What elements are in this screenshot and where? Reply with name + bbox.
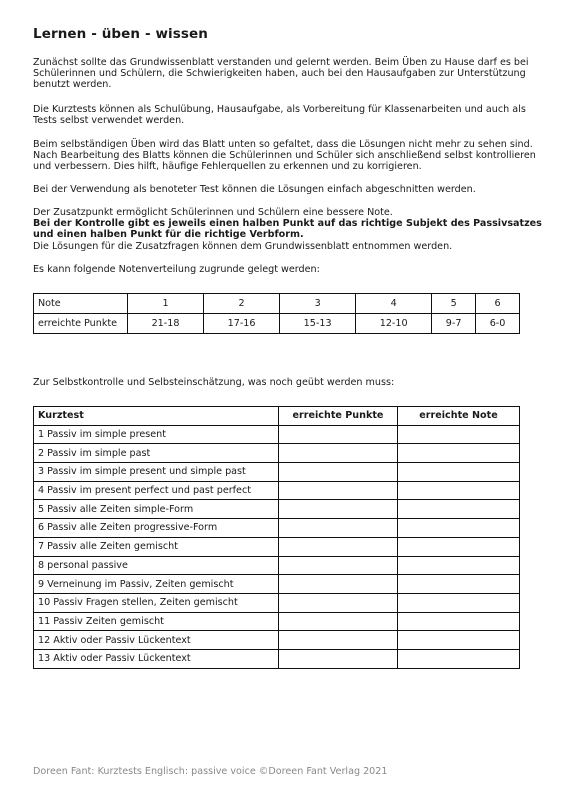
kurztest-name: 7 Passiv alle Zeiten gemischt [34,537,279,556]
grade-row [34,294,520,314]
kurztest-name: 6 Passiv alle Zeiten progressive-Form [34,519,279,538]
grade-entry-cell [398,556,520,575]
points-entry-cell [279,481,398,500]
table-row [34,593,520,612]
points-entry-cell [279,444,398,463]
points-entry-cell [279,500,398,519]
points-entry-cell [279,649,398,668]
bonus-point-text: Der Zusatzpunkt ermöglicht Schülerinnen und Schülern eine bessere Note. [33,207,393,218]
kurztest-name: 12 Aktiv oder Passiv Lückentext [34,631,279,650]
footer-copyright: Doreen Fant: Kurztests Englisch: passive voice ©Doreen Fant Verlag 2021 [33,766,388,777]
table-row [34,481,520,500]
header-kurztest: Kurztest [34,407,279,426]
grade-entry-cell [398,444,520,463]
table-row [34,537,520,556]
grade-entry-cell [398,631,520,650]
points-entry-cell [279,593,398,612]
table-row [34,519,520,538]
table-row [34,444,520,463]
grade-cell: 1 [128,294,204,314]
points-cell: 6-0 [476,314,520,334]
grade-entry-cell [398,425,520,444]
grade-entry-cell [398,481,520,500]
grade-cell: 4 [356,294,432,314]
grade-distribution-table [33,293,520,334]
grade-entry-cell [398,593,520,612]
grade-distribution-intro: Es kann folgende Notenverteilung zugrunde gelegt werden: [33,264,320,275]
kurztest-name: 9 Verneinung im Passiv, Zeiten gemischt [34,575,279,594]
points-entry-cell [279,425,398,444]
kurztest-name: 8 personal passive [34,556,279,575]
points-cell: 17-16 [204,314,280,334]
grade-entry-cell [398,612,520,631]
grade-cell: 6 [476,294,520,314]
kurztest-name: 2 Passiv im simple past [34,444,279,463]
intro-paragraph: Zunächst sollte das Grundwissenblatt verstanden und gelernt werden. Beim Üben zu Hause darf es bei Schülerinnen und Schülern, die Schwierigkeiten haben, auch bei den Hausaufgaben zur Unterstützung benutzt werden. [33,57,529,91]
table-row [34,649,520,668]
table-row [34,556,520,575]
kurztest-name: 5 Passiv alle Zeiten simple-Form [34,500,279,519]
header-grade: erreichte Note [398,407,520,426]
points-entry-cell [279,612,398,631]
self-practice-paragraph: Beim selbständigen Üben wird das Blatt unten so gefaltet, dass die Lösungen nicht mehr zu sehen sind. Nach Bearbeitung des Blatts können die Schülerinnen und Schüler sich anschließend selbst kontrollieren und verbessern. Dies hilft, häufige Fehlerquellen zu erkennen und zu korrigieren. [33,139,536,173]
points-entry-cell [279,537,398,556]
points-entry-cell [279,575,398,594]
grade-entry-cell [398,537,520,556]
grade-entry-cell [398,519,520,538]
bonus-point-block [33,207,543,252]
header-points: erreichte Punkte [279,407,398,426]
table-row [34,612,520,631]
points-cell: 21-18 [128,314,204,334]
table-row [34,463,520,482]
kurztest-name: 4 Passiv im present perfect und past perfect [34,481,279,500]
points-cell: 15-13 [280,314,356,334]
table-row [34,500,520,519]
kurztest-name: 10 Passiv Fragen stellen, Zeiten gemischt [34,593,279,612]
points-cell: 12-10 [356,314,432,334]
self-check-header-row [34,407,520,426]
kurztest-name: 3 Passiv im simple present und simple past [34,463,279,482]
grade-row-label: Note [34,294,128,314]
points-entry-cell [279,519,398,538]
table-row [34,575,520,594]
usage-paragraph: Die Kurztests können als Schulübung, Hausaufgabe, als Vorbereitung für Klassenarbeiten und auch als Tests selbst verwendet werden. [33,104,526,127]
points-row-label: erreichte Punkte [34,314,128,334]
points-cell: 9-7 [432,314,476,334]
self-check-intro: Zur Selbstkontrolle und Selbsteinschätzung, was noch geübt werden muss: [33,377,395,388]
points-row [34,314,520,334]
self-check-body [34,425,520,668]
points-entry-cell [279,463,398,482]
grade-cell: 5 [432,294,476,314]
table-row [34,631,520,650]
kurztest-name: 13 Aktiv oder Passiv Lückentext [34,649,279,668]
grade-entry-cell [398,649,520,668]
kurztest-name: 11 Passiv Zeiten gemischt [34,612,279,631]
grade-entry-cell [398,575,520,594]
bonus-solutions-text: Die Lösungen für die Zusatzfragen können dem Grundwissenblatt entnommen werden. [33,240,453,252]
points-entry-cell [279,631,398,650]
grade-entry-cell [398,500,520,519]
table-row [34,425,520,444]
points-entry-cell [279,556,398,575]
grade-entry-cell [398,463,520,482]
kurztest-name: 1 Passiv im simple present [34,425,279,444]
graded-test-paragraph: Bei der Verwendung als benoteter Test können die Lösungen einfach abgeschnitten werden. [33,184,476,195]
bonus-point-bold-text: Bei der Kontrolle gibt es jeweils einen halben Punkt auf das richtige Subjekt des Passivsatzes und einen halben Punkt für die richtige Verbform. [33,218,542,241]
self-check-table [33,406,520,669]
grade-cell: 3 [280,294,356,314]
grade-cell: 2 [204,294,280,314]
page-title: Lernen - üben - wissen [33,26,208,42]
